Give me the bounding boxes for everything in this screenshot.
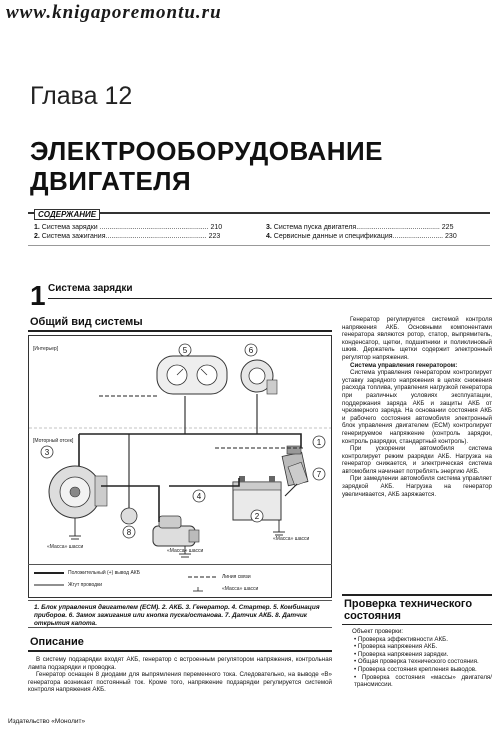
starter-icon — [153, 516, 199, 546]
right-p2: Система управления генератором контролирует уставку зарядного напряжения в целях снижения расхода топлива, управления нагрузкой генератора при различных условиях эксплуатации, поддержания заряда АКБ и защиты АКБ от чрезмерного заряда. На основании состояния АКБ и рабочего состояния автомобиля электронный блок управления двигателем (ECM) контролирует генерируемое напряжение (контроль зарядки, контроль разрядки, стандартный контроль). — [342, 369, 492, 445]
right-p4: При замедлении автомобиля система управляет зарядкой АКБ. Нагрузка на генератор увеличивается, АКБ заряжается. — [342, 475, 492, 498]
tech-check-item: • Проверка напряжения зарядки. — [354, 650, 449, 658]
callout-5: 5 — [182, 346, 188, 355]
tech-check-heading: Проверка технического состояния — [344, 598, 473, 622]
diagram-ground-right: «Масса» шасси — [273, 536, 310, 542]
tech-check-item: • Проверка состояния крепления выводов. — [354, 665, 477, 673]
toc-item-num: 1. — [34, 224, 40, 231]
toc-item[interactable] — [266, 224, 453, 231]
toc-item-num: 2. — [34, 233, 40, 240]
right-head2: Система управления генератором: — [350, 361, 458, 369]
toc-item-num: 3. — [266, 224, 272, 231]
description-heading-rule — [28, 650, 332, 652]
instrument-cluster-icon — [157, 356, 227, 394]
watermark-url: www.knigaporemontu.ru — [6, 2, 222, 23]
tech-check-item: • Проверка напряжения АКБ. — [354, 643, 438, 651]
diagram-svg — [29, 336, 331, 564]
legend-harness: Жгут проводки — [68, 582, 103, 588]
publisher-footer: Издательство «Монолит» — [8, 718, 86, 725]
toc-item-text: Система зажигания.................................................... 223 — [41, 233, 221, 240]
diagram-caption: 1. Блок управления двигателем (ECM). 2. АКБ. 3. Генератор. 4. Стартер. 5. Комбинация приборов. 6. Замок зажигания или кнопка пуска/останова. 7. Датчик АКБ. 8. Датчик открытия капота. — [34, 604, 320, 627]
callout-3: 3 — [44, 448, 50, 457]
callout-1: 1 — [316, 438, 322, 447]
callout-4: 4 — [196, 492, 202, 501]
alternator-icon — [49, 466, 107, 518]
toc-item-text: Система зарядки ........................................................ 210 — [41, 224, 223, 231]
tech-check-list — [344, 628, 492, 689]
tech-check-rule — [342, 624, 492, 625]
toc-item[interactable] — [34, 224, 222, 231]
diagram-ground-left: «Масса» шасси — [47, 544, 84, 550]
chapter-title — [30, 136, 383, 196]
tech-check-top-rule — [342, 594, 492, 596]
toc-item-text: Система пуска двигателя........................................... 225 — [273, 224, 454, 231]
diagram-legend — [28, 564, 332, 598]
legend-positive: Положительный (+) вывод АКБ — [68, 570, 141, 576]
toc-item-num: 4. — [266, 233, 272, 240]
tech-check-intro: Объект проверки: — [352, 628, 404, 635]
toc-item-text: Сервисные данные и спецификация.......................... 230 — [273, 233, 457, 240]
section-rule — [48, 298, 492, 299]
diagram-ground-mid: «Масса» шасси — [167, 548, 204, 554]
overview-heading-rule — [28, 330, 332, 332]
section-title: Система зарядки — [48, 283, 133, 294]
callout-2: 2 — [254, 512, 260, 521]
hood-switch-icon — [121, 508, 137, 524]
tech-check-item: • Проверка состояния «массы» двигателя/трансмиссии. — [354, 673, 492, 689]
toc-heading: СОДЕРЖАНИЕ — [34, 209, 100, 220]
description-body — [28, 656, 332, 694]
tech-check-item: • Общая проверка технического состояния. — [354, 658, 479, 666]
chapter-title-line2: ДВИГАТЕЛЯ — [30, 166, 192, 196]
toc-item[interactable] — [34, 233, 220, 240]
section-number: 1 — [30, 280, 46, 311]
legend-ground: «Масса» шасси — [222, 586, 259, 592]
toc-item[interactable] — [266, 233, 457, 240]
diagram-label-interior: [Интерьер] — [33, 346, 59, 352]
description-p1: В систему подзарядки входят АКБ, генератор с встроенным регулятором напряжения, контрольная лампа подзарядки и проводка. — [28, 656, 332, 671]
callout-7: 7 — [316, 470, 322, 479]
description-heading: Описание — [30, 636, 84, 648]
chapter-title-line1: ЭЛЕКТРООБОРУДОВАНИЕ — [30, 136, 384, 166]
legend-comm: Линия связи — [222, 574, 251, 580]
description-p2: Генератор оснащен 8 диодами для выпрямления переменного тока. Следовательно, на выводе «B» генератора возникает постоянный ток. Кроме того, напряжение подзарядки регулируется системой контроля напряжения АКБ. — [28, 671, 332, 694]
ignition-switch-icon — [241, 360, 277, 394]
right-p1: Генератор регулируется системой контроля напряжения АКБ. Основными компонентами генератора являются ротор, статор, выпрямитель, конденсатор, щетки, подшипники и поликлиновый шкив. Держатель щетки содержит электронный регулятор напряжения. — [342, 316, 492, 361]
callout-6: 6 — [248, 346, 254, 355]
tech-check-item: • Проверка эффективности АКБ. — [354, 635, 448, 643]
right-column-text — [342, 316, 492, 498]
chapter-label: Глава 12 — [30, 82, 133, 110]
overview-heading: Общий вид системы — [30, 316, 143, 328]
right-p3: При ускорении автомобиля система контролирует режим разрядки АКБ. Нагрузка на генератор снижается, и электрическая система автомобиля начинает потреблять энергию АКБ. — [342, 445, 492, 475]
callout-8: 8 — [126, 528, 132, 537]
system-diagram — [28, 335, 332, 598]
diagram-label-engine: [Моторный отсек] — [33, 438, 74, 444]
